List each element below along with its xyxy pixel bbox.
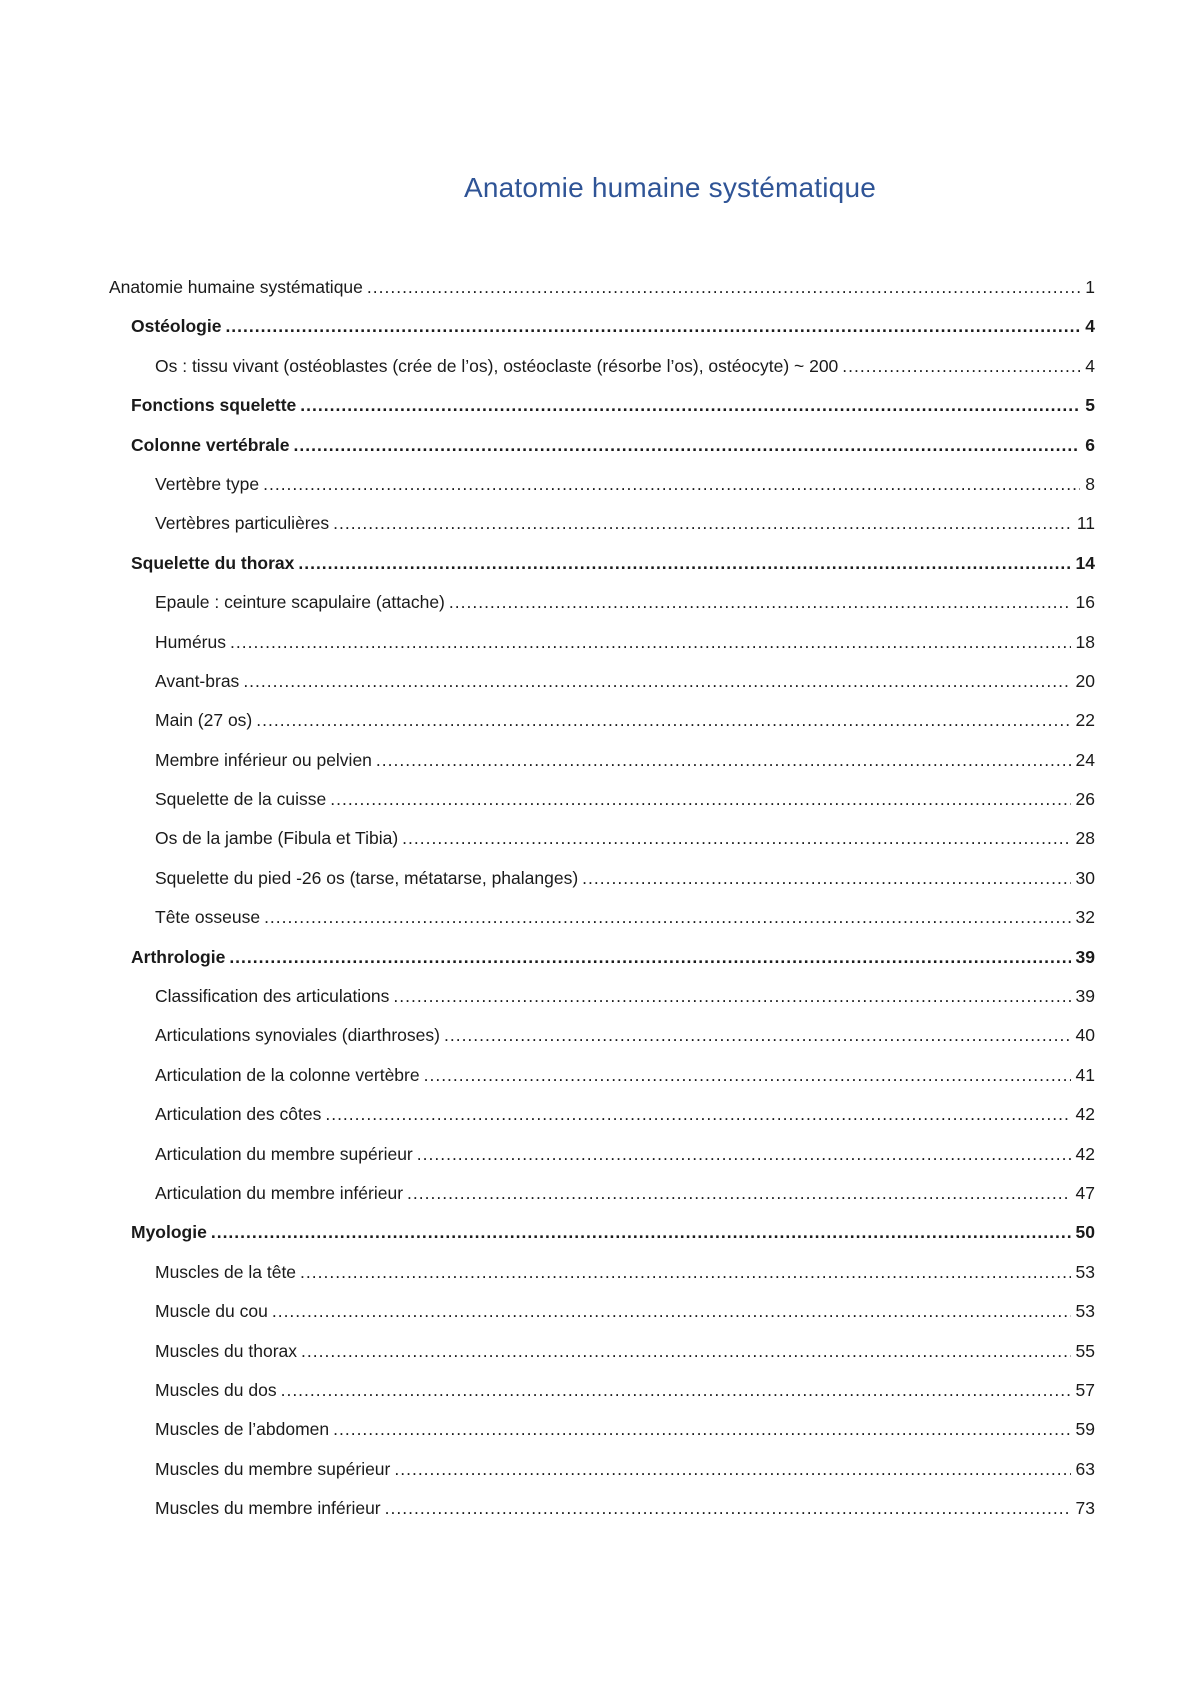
toc-entry[interactable] xyxy=(109,1418,1095,1457)
toc-entry-page-number[interactable]: 40 xyxy=(1071,1024,1095,1046)
toc-entry-page-number[interactable]: 50 xyxy=(1071,1221,1095,1243)
toc-dot-leader xyxy=(281,1379,1071,1401)
toc-entry-title[interactable]: Muscles du membre supérieur xyxy=(155,1458,394,1480)
toc-entry-title[interactable]: Squelette du thorax xyxy=(131,552,298,574)
toc-dot-leader xyxy=(211,1221,1071,1243)
toc-entry[interactable] xyxy=(109,1064,1095,1103)
toc-dot-leader xyxy=(243,670,1070,692)
toc-dot-leader xyxy=(393,985,1070,1007)
toc-entry-page-number[interactable]: 14 xyxy=(1071,552,1095,574)
toc-entry[interactable] xyxy=(109,631,1095,670)
toc-dot-leader xyxy=(300,1261,1070,1283)
toc-entry-title[interactable]: Muscle du cou xyxy=(155,1300,272,1322)
toc-entry[interactable] xyxy=(109,670,1095,709)
toc-entry[interactable] xyxy=(109,512,1095,551)
toc-entry-page-number[interactable]: 4 xyxy=(1080,355,1095,377)
toc-entry-title[interactable]: Os de la jambe (Fibula et Tibia) xyxy=(155,827,402,849)
toc-dot-leader xyxy=(385,1497,1071,1519)
toc-entry[interactable] xyxy=(109,1182,1095,1221)
toc-entry-page-number[interactable]: 55 xyxy=(1071,1340,1095,1362)
toc-entry[interactable] xyxy=(109,355,1095,394)
toc-dot-leader xyxy=(263,473,1080,495)
toc-entry-page-number[interactable]: 16 xyxy=(1071,591,1095,613)
toc-entry-title[interactable]: Muscles du dos xyxy=(155,1379,281,1401)
toc-entry[interactable] xyxy=(109,473,1095,512)
toc-entry-page-number[interactable]: 30 xyxy=(1071,867,1095,889)
toc-dot-leader xyxy=(367,276,1080,298)
toc-dot-leader xyxy=(272,1300,1071,1322)
toc-dot-leader xyxy=(842,355,1080,377)
toc-entry[interactable] xyxy=(109,552,1095,591)
toc-entry-page-number[interactable]: 39 xyxy=(1071,985,1095,1007)
toc-dot-leader xyxy=(225,315,1080,337)
toc-entry-page-number[interactable]: 41 xyxy=(1071,1064,1095,1086)
toc-dot-leader xyxy=(407,1182,1071,1204)
toc-entry-title[interactable]: Tête osseuse xyxy=(155,906,264,928)
toc-entry[interactable] xyxy=(109,276,1095,315)
toc-entry[interactable] xyxy=(109,827,1095,866)
toc-entry-title[interactable]: Membre inférieur ou pelvien xyxy=(155,749,376,771)
toc-entry-title[interactable]: Anatomie humaine systématique xyxy=(109,276,367,298)
toc-entry[interactable] xyxy=(109,1024,1095,1063)
toc-entry-title[interactable]: Os : tissu vivant (ostéoblastes (crée de l’os), ostéoclaste (résorbe l’os), ostéocyte) ~ 200 xyxy=(155,355,842,377)
toc-entry-title[interactable]: Arthrologie xyxy=(131,946,229,968)
toc-entry[interactable] xyxy=(109,1340,1095,1379)
toc-entry-page-number[interactable]: 57 xyxy=(1071,1379,1095,1401)
toc-entry-page-number[interactable]: 6 xyxy=(1080,434,1095,456)
toc-entry[interactable] xyxy=(109,1103,1095,1142)
toc-entry-page-number[interactable]: 59 xyxy=(1071,1418,1095,1440)
toc-dot-leader xyxy=(294,434,1081,456)
toc-entry[interactable] xyxy=(109,709,1095,748)
toc-entry-title[interactable]: Squelette du pied -26 os (tarse, métatarse, phalanges) xyxy=(155,867,582,889)
toc-entry-title[interactable]: Muscles de la tête xyxy=(155,1261,300,1283)
toc-entry[interactable] xyxy=(109,1261,1095,1300)
toc-entry-page-number[interactable]: 47 xyxy=(1071,1182,1095,1204)
toc-dot-leader xyxy=(444,1024,1071,1046)
toc-entry-page-number[interactable]: 42 xyxy=(1071,1143,1095,1165)
toc-entry-page-number[interactable]: 18 xyxy=(1071,631,1095,653)
toc-entry-page-number[interactable]: 5 xyxy=(1080,394,1095,416)
toc-entry-title[interactable]: Muscles du membre inférieur xyxy=(155,1497,385,1519)
toc-entry-page-number[interactable]: 63 xyxy=(1071,1458,1095,1480)
toc-entry-page-number[interactable]: 28 xyxy=(1071,827,1095,849)
toc-entry-page-number[interactable]: 1 xyxy=(1080,276,1095,298)
toc-dot-leader xyxy=(325,1103,1070,1125)
toc-entry[interactable] xyxy=(109,1379,1095,1418)
toc-entry-title[interactable]: Muscles de l’abdomen xyxy=(155,1418,333,1440)
toc-entry-page-number[interactable]: 42 xyxy=(1071,1103,1095,1125)
toc-dot-leader xyxy=(424,1064,1071,1086)
table-of-contents xyxy=(109,276,1095,1537)
toc-entry-title[interactable]: Articulation du membre inférieur xyxy=(155,1182,407,1204)
toc-entry-title[interactable]: Epaule : ceinture scapulaire (attache) xyxy=(155,591,449,613)
toc-entry[interactable] xyxy=(109,985,1095,1024)
toc-entry[interactable] xyxy=(109,1300,1095,1339)
toc-entry-page-number[interactable]: 20 xyxy=(1071,670,1095,692)
toc-entry-page-number[interactable]: 73 xyxy=(1071,1497,1095,1519)
toc-entry-title[interactable]: Fonctions squelette xyxy=(131,394,300,416)
toc-entry-title[interactable]: Main (27 os) xyxy=(155,709,256,731)
toc-entry[interactable] xyxy=(109,946,1095,985)
toc-entry-title[interactable]: Muscles du thorax xyxy=(155,1340,301,1362)
toc-dot-leader xyxy=(333,512,1072,534)
toc-dot-leader xyxy=(229,946,1070,968)
toc-entry-page-number[interactable]: 8 xyxy=(1080,473,1095,495)
toc-entry-title[interactable]: Avant-bras xyxy=(155,670,243,692)
toc-entry[interactable] xyxy=(109,394,1095,433)
toc-entry-page-number[interactable]: 26 xyxy=(1071,788,1095,810)
toc-dot-leader xyxy=(300,394,1080,416)
toc-entry[interactable] xyxy=(109,1221,1095,1260)
toc-entry-title[interactable]: Colonne vertébrale xyxy=(131,434,294,456)
toc-entry[interactable] xyxy=(109,906,1095,945)
toc-entry[interactable] xyxy=(109,315,1095,354)
toc-dot-leader xyxy=(330,788,1070,810)
toc-entry-title[interactable]: Ostéologie xyxy=(131,315,225,337)
toc-entry-page-number[interactable]: 11 xyxy=(1072,512,1095,534)
toc-entry-title[interactable]: Articulation de la colonne vertèbre xyxy=(155,1064,424,1086)
toc-dot-leader xyxy=(333,1418,1070,1440)
toc-dot-leader xyxy=(230,631,1071,653)
toc-entry[interactable] xyxy=(109,1458,1095,1497)
toc-entry[interactable] xyxy=(109,434,1095,473)
toc-entry-title[interactable]: Articulation du membre supérieur xyxy=(155,1143,417,1165)
toc-entry-page-number[interactable]: 24 xyxy=(1071,749,1095,771)
toc-dot-leader xyxy=(449,591,1071,613)
toc-entry-page-number[interactable]: 53 xyxy=(1071,1300,1095,1322)
toc-entry[interactable] xyxy=(109,867,1095,906)
toc-entry-title[interactable]: Humérus xyxy=(155,631,230,653)
toc-dot-leader xyxy=(256,709,1070,731)
toc-dot-leader xyxy=(376,749,1071,771)
toc-entry-page-number[interactable]: 39 xyxy=(1071,946,1095,968)
toc-entry-page-number[interactable]: 53 xyxy=(1071,1261,1095,1283)
toc-dot-leader xyxy=(417,1143,1071,1165)
toc-entry-title[interactable]: Articulations synoviales (diarthroses) xyxy=(155,1024,444,1046)
toc-entry[interactable] xyxy=(109,1143,1095,1182)
toc-entry-title[interactable]: Myologie xyxy=(131,1221,211,1243)
toc-entry-page-number[interactable]: 22 xyxy=(1071,709,1095,731)
toc-dot-leader xyxy=(298,552,1070,574)
toc-entry[interactable] xyxy=(109,591,1095,630)
toc-entry[interactable] xyxy=(109,788,1095,827)
toc-dot-leader xyxy=(301,1340,1071,1362)
toc-entry-title[interactable]: Vertèbres particulières xyxy=(155,512,333,534)
toc-dot-leader xyxy=(264,906,1070,928)
toc-entry-title[interactable]: Articulation des côtes xyxy=(155,1103,325,1125)
toc-dot-leader xyxy=(402,827,1070,849)
toc-entry[interactable] xyxy=(109,1497,1095,1536)
toc-dot-leader xyxy=(582,867,1070,889)
toc-dot-leader xyxy=(394,1458,1070,1480)
toc-entry-title[interactable]: Vertèbre type xyxy=(155,473,263,495)
toc-entry-title[interactable]: Squelette de la cuisse xyxy=(155,788,330,810)
toc-entry-page-number[interactable]: 4 xyxy=(1080,315,1095,337)
toc-entry-title[interactable]: Classification des articulations xyxy=(155,985,393,1007)
toc-entry-page-number[interactable]: 32 xyxy=(1071,906,1095,928)
toc-entry[interactable] xyxy=(109,749,1095,788)
document-title: Anatomie humaine systématique xyxy=(463,172,877,203)
